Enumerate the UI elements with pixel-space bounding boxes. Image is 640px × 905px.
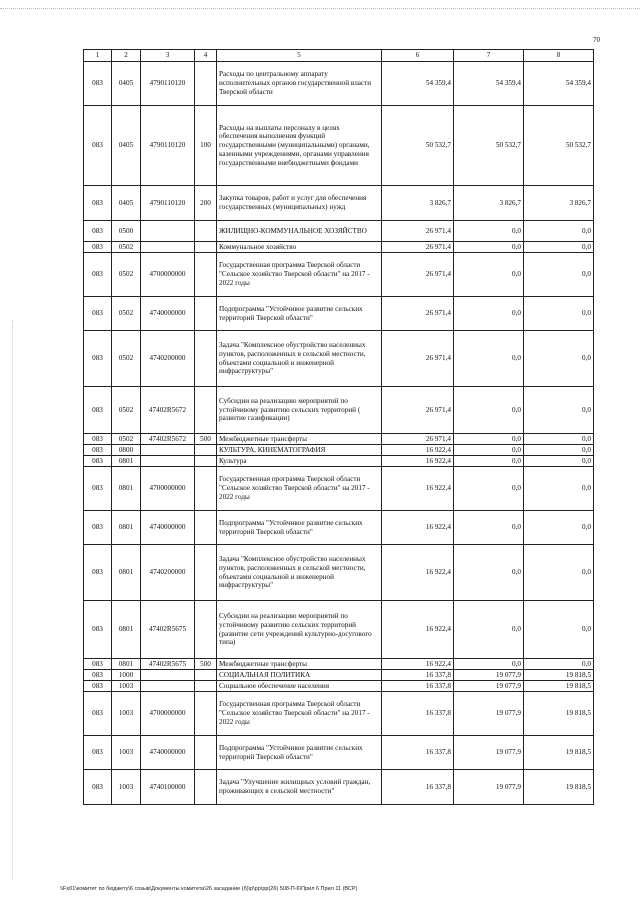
amount-year1-cell: 16 922,4 — [382, 445, 454, 456]
column-header: 5 — [217, 50, 382, 62]
table-row — [84, 434, 594, 445]
section-code-cell: 0801 — [112, 545, 141, 601]
admin-code-cell: 083 — [84, 670, 112, 681]
amount-year1-cell: 16 337,8 — [382, 670, 454, 681]
amount-year2-cell: 0,0 — [454, 456, 524, 467]
table-row — [84, 692, 594, 736]
item-name-cell: Социальное обеспечение населения — [217, 681, 382, 692]
amount-year1-cell: 16 922,4 — [382, 467, 454, 511]
section-code-cell: 0801 — [112, 659, 141, 670]
item-name-cell: КУЛЬТУРА, КИНЕМАТОГРАФИЯ — [217, 445, 382, 456]
section-code-cell: 1000 — [112, 670, 141, 681]
table-row — [84, 670, 594, 681]
admin-code-cell: 083 — [84, 297, 112, 331]
amount-year3-cell: 0,0 — [524, 253, 594, 297]
expense-type-cell — [195, 770, 217, 805]
amount-year3-cell: 0,0 — [524, 331, 594, 387]
target-code-cell: 4740000000 — [141, 736, 195, 770]
target-code-cell: 4790110120 — [141, 106, 195, 186]
expense-type-cell — [195, 545, 217, 601]
table-row — [84, 545, 594, 601]
section-code-cell: 0405 — [112, 106, 141, 186]
section-code-cell: 0502 — [112, 253, 141, 297]
item-name-cell: Коммунальное хозяйство — [217, 242, 382, 253]
admin-code-cell: 083 — [84, 467, 112, 511]
amount-year3-cell: 0,0 — [524, 467, 594, 511]
expense-type-cell — [195, 670, 217, 681]
file-path-footer: \\Fs01\комитет по бюджету\6 созыв\Документы комитета\26 заседание (б)\р\рр\рр(26) 508-П-6\Прил 6 Прил 11 (ВСР) — [60, 886, 358, 892]
amount-year1-cell: 16 337,8 — [382, 736, 454, 770]
amount-year1-cell: 26 971,4 — [382, 434, 454, 445]
amount-year3-cell: 0,0 — [524, 456, 594, 467]
target-code-cell — [141, 670, 195, 681]
target-code-cell — [141, 681, 195, 692]
expense-type-cell: 500 — [195, 659, 217, 670]
amount-year2-cell: 0,0 — [454, 297, 524, 331]
section-code-cell: 0800 — [112, 445, 141, 456]
admin-code-cell: 083 — [84, 445, 112, 456]
section-code-cell: 0500 — [112, 221, 141, 242]
target-code-cell — [141, 242, 195, 253]
section-code-cell: 0502 — [112, 297, 141, 331]
amount-year3-cell: 0,0 — [524, 445, 594, 456]
amount-year3-cell: 54 359,4 — [524, 62, 594, 106]
column-header: 6 — [382, 50, 454, 62]
item-name-cell: Задача "Улучшение жилищных условий граждан, проживающих в сельской местности" — [217, 770, 382, 805]
amount-year2-cell: 0,0 — [454, 242, 524, 253]
target-code-cell: 4740200000 — [141, 545, 195, 601]
admin-code-cell: 083 — [84, 511, 112, 545]
section-code-cell: 0801 — [112, 601, 141, 659]
admin-code-cell: 083 — [84, 434, 112, 445]
expense-type-cell — [195, 242, 217, 253]
target-code-cell: 47402R5675 — [141, 659, 195, 670]
table-row — [84, 253, 594, 297]
amount-year2-cell: 19 077,9 — [454, 770, 524, 805]
table-row — [84, 297, 594, 331]
amount-year3-cell: 19 818,5 — [524, 736, 594, 770]
amount-year1-cell: 16 922,4 — [382, 545, 454, 601]
page-number: 70 — [593, 36, 600, 44]
expense-type-cell — [195, 681, 217, 692]
column-header: 8 — [524, 50, 594, 62]
amount-year3-cell: 19 818,5 — [524, 692, 594, 736]
target-code-cell: 4790110120 — [141, 62, 195, 106]
amount-year3-cell: 0,0 — [524, 297, 594, 331]
column-header: 1 — [84, 50, 112, 62]
admin-code-cell: 083 — [84, 106, 112, 186]
amount-year2-cell: 0,0 — [454, 659, 524, 670]
section-code-cell: 1003 — [112, 681, 141, 692]
section-code-cell: 0502 — [112, 434, 141, 445]
amount-year1-cell: 26 971,4 — [382, 242, 454, 253]
item-name-cell: Задача "Комплексное обустройство населенных пунктов, расположенных в сельской местности, объектами социальной и инженерной инфраструктуры" — [217, 331, 382, 387]
expense-type-cell — [195, 467, 217, 511]
amount-year2-cell: 19 077,9 — [454, 681, 524, 692]
amount-year1-cell: 50 532,7 — [382, 106, 454, 186]
amount-year1-cell: 16 922,4 — [382, 601, 454, 659]
admin-code-cell: 083 — [84, 601, 112, 659]
table-row — [84, 511, 594, 545]
amount-year2-cell: 0,0 — [454, 601, 524, 659]
target-code-cell — [141, 456, 195, 467]
section-code-cell: 1003 — [112, 692, 141, 736]
amount-year3-cell: 0,0 — [524, 659, 594, 670]
amount-year2-cell: 0,0 — [454, 221, 524, 242]
target-code-cell — [141, 221, 195, 242]
expense-type-cell: 500 — [195, 434, 217, 445]
section-code-cell: 1003 — [112, 736, 141, 770]
admin-code-cell: 083 — [84, 62, 112, 106]
admin-code-cell: 083 — [84, 221, 112, 242]
item-name-cell: Расходы по центральному аппарату исполнительных органов государственной власти Тверской области — [217, 62, 382, 106]
admin-code-cell: 083 — [84, 387, 112, 434]
amount-year3-cell: 0,0 — [524, 511, 594, 545]
expense-type-cell — [195, 456, 217, 467]
amount-year3-cell: 0,0 — [524, 545, 594, 601]
admin-code-cell: 083 — [84, 659, 112, 670]
item-name-cell: Государственная программа Тверской области "Сельское хозяйство Тверской области" на 2017 - 2022 годы — [217, 253, 382, 297]
table-row — [84, 736, 594, 770]
target-code-cell: 4700000000 — [141, 692, 195, 736]
admin-code-cell: 083 — [84, 681, 112, 692]
expense-type-cell — [195, 601, 217, 659]
amount-year1-cell: 16 922,4 — [382, 659, 454, 670]
expense-type-cell — [195, 692, 217, 736]
amount-year1-cell: 26 971,4 — [382, 253, 454, 297]
amount-year3-cell: 19 818,5 — [524, 670, 594, 681]
target-code-cell: 4790110120 — [141, 186, 195, 221]
item-name-cell: Закупка товаров, работ и услуг для обеспечения государственных (муниципальных) нужд — [217, 186, 382, 221]
amount-year3-cell: 19 818,5 — [524, 681, 594, 692]
section-code-cell: 0801 — [112, 456, 141, 467]
table-row — [84, 331, 594, 387]
admin-code-cell: 083 — [84, 253, 112, 297]
amount-year1-cell: 16 337,8 — [382, 681, 454, 692]
column-header: 7 — [454, 50, 524, 62]
expense-type-cell — [195, 253, 217, 297]
expense-type-cell — [195, 736, 217, 770]
amount-year3-cell: 19 818,5 — [524, 770, 594, 805]
item-name-cell: Субсидии на реализацию мероприятий по устойчивому развитию сельских территорий ( развитие газификации) — [217, 387, 382, 434]
budget-table — [83, 49, 594, 805]
table-row — [84, 445, 594, 456]
amount-year2-cell: 0,0 — [454, 511, 524, 545]
admin-code-cell: 083 — [84, 770, 112, 805]
amount-year1-cell: 26 971,4 — [382, 331, 454, 387]
amount-year1-cell: 26 971,4 — [382, 387, 454, 434]
item-name-cell: Задача "Комплексное обустройство населенных пунктов, расположенных в сельской местности, объектами социальной и инженерной инфраструктуры" — [217, 545, 382, 601]
section-code-cell: 0502 — [112, 387, 141, 434]
section-code-cell: 1003 — [112, 770, 141, 805]
amount-year1-cell: 26 971,4 — [382, 297, 454, 331]
item-name-cell: Культура — [217, 456, 382, 467]
target-code-cell: 4700000000 — [141, 467, 195, 511]
column-header: 2 — [112, 50, 141, 62]
target-code-cell: 4740000000 — [141, 511, 195, 545]
amount-year3-cell: 0,0 — [524, 221, 594, 242]
amount-year3-cell: 0,0 — [524, 601, 594, 659]
item-name-cell: Государственная программа Тверской области "Сельское хозяйство Тверской области" на 2017 - 2022 годы — [217, 692, 382, 736]
amount-year2-cell: 0,0 — [454, 253, 524, 297]
expense-type-cell — [195, 62, 217, 106]
amount-year1-cell: 26 971,4 — [382, 221, 454, 242]
amount-year1-cell: 54 359,4 — [382, 62, 454, 106]
admin-code-cell: 083 — [84, 242, 112, 253]
table-row — [84, 221, 594, 242]
admin-code-cell: 083 — [84, 456, 112, 467]
table-row — [84, 770, 594, 805]
column-number-row — [84, 50, 594, 62]
section-code-cell: 0801 — [112, 511, 141, 545]
expense-type-cell — [195, 331, 217, 387]
scan-edge — [0, 0, 640, 9]
amount-year2-cell: 0,0 — [454, 545, 524, 601]
item-name-cell: Подпрограмма "Устойчивое развитие сельских территорий Тверской области" — [217, 736, 382, 770]
expense-type-cell: 100 — [195, 106, 217, 186]
amount-year2-cell: 19 077,9 — [454, 736, 524, 770]
section-code-cell: 0502 — [112, 331, 141, 387]
item-name-cell: Расходы на выплаты персоналу в целях обеспечения выполнения функций государственными (муниципальными) органами, казенными учреждениями, органами управления государственными внебюджетными фондами — [217, 106, 382, 186]
amount-year2-cell: 0,0 — [454, 387, 524, 434]
expense-type-cell — [195, 511, 217, 545]
table-row — [84, 467, 594, 511]
amount-year2-cell: 54 359,4 — [454, 62, 524, 106]
target-code-cell: 4740000000 — [141, 297, 195, 331]
amount-year3-cell: 0,0 — [524, 434, 594, 445]
target-code-cell: 4700000000 — [141, 253, 195, 297]
table-row — [84, 62, 594, 106]
expense-type-cell — [195, 387, 217, 434]
expense-type-cell: 200 — [195, 186, 217, 221]
amount-year1-cell: 16 922,4 — [382, 511, 454, 545]
item-name-cell: Государственная программа Тверской области "Сельское хозяйство Тверской области" на 2017 - 2022 годы — [217, 467, 382, 511]
admin-code-cell: 083 — [84, 331, 112, 387]
admin-code-cell: 083 — [84, 545, 112, 601]
target-code-cell: 47402R5672 — [141, 434, 195, 445]
table-row — [84, 242, 594, 253]
expense-type-cell — [195, 445, 217, 456]
table-row — [84, 659, 594, 670]
amount-year2-cell: 50 532,7 — [454, 106, 524, 186]
amount-year2-cell: 0,0 — [454, 445, 524, 456]
amount-year1-cell: 16 922,4 — [382, 456, 454, 467]
section-code-cell: 0502 — [112, 242, 141, 253]
item-name-cell: Подпрограмма "Устойчивое развитие сельских территорий Тверской области" — [217, 511, 382, 545]
item-name-cell: СОЦИАЛЬНАЯ ПОЛИТИКА — [217, 670, 382, 681]
amount-year2-cell: 19 077,9 — [454, 692, 524, 736]
admin-code-cell: 083 — [84, 736, 112, 770]
item-name-cell: ЖИЛИЩНО-КОММУНАЛЬНОЕ ХОЗЯЙСТВО — [217, 221, 382, 242]
amount-year1-cell: 16 337,8 — [382, 770, 454, 805]
item-name-cell: Межбюджетные трансферты — [217, 434, 382, 445]
amount-year3-cell: 3 826,7 — [524, 186, 594, 221]
item-name-cell: Субсидии на реализацию мероприятий по устойчивому развитию сельских территорий (развитие сети учреждений культурно-досугового типа) — [217, 601, 382, 659]
column-header: 4 — [195, 50, 217, 62]
table-row — [84, 456, 594, 467]
amount-year3-cell: 0,0 — [524, 387, 594, 434]
item-name-cell: Межбюджетные трансферты — [217, 659, 382, 670]
table-row — [84, 681, 594, 692]
amount-year2-cell: 0,0 — [454, 434, 524, 445]
amount-year2-cell: 19 077,9 — [454, 670, 524, 681]
section-code-cell: 0405 — [112, 62, 141, 106]
admin-code-cell: 083 — [84, 692, 112, 736]
target-code-cell: 47402R5672 — [141, 387, 195, 434]
item-name-cell: Подпрограмма "Устойчивое развитие сельских территорий Тверской области" — [217, 297, 382, 331]
target-code-cell: 4740200000 — [141, 331, 195, 387]
table-body — [84, 62, 594, 805]
amount-year3-cell: 50 532,7 — [524, 106, 594, 186]
admin-code-cell: 083 — [84, 186, 112, 221]
target-code-cell: 47402R5675 — [141, 601, 195, 659]
expense-type-cell — [195, 297, 217, 331]
section-code-cell: 0801 — [112, 467, 141, 511]
amount-year1-cell: 3 826,7 — [382, 186, 454, 221]
amount-year2-cell: 0,0 — [454, 331, 524, 387]
amount-year3-cell: 0,0 — [524, 242, 594, 253]
table-row — [84, 601, 594, 659]
amount-year2-cell: 3 826,7 — [454, 186, 524, 221]
scan-margin-mark — [12, 320, 13, 880]
column-header: 3 — [141, 50, 195, 62]
table-row — [84, 106, 594, 186]
section-code-cell: 0405 — [112, 186, 141, 221]
amount-year1-cell: 16 337,8 — [382, 692, 454, 736]
table-row — [84, 387, 594, 434]
target-code-cell: 4740100000 — [141, 770, 195, 805]
expense-type-cell — [195, 221, 217, 242]
table-row — [84, 186, 594, 221]
target-code-cell — [141, 445, 195, 456]
amount-year2-cell: 0,0 — [454, 467, 524, 511]
